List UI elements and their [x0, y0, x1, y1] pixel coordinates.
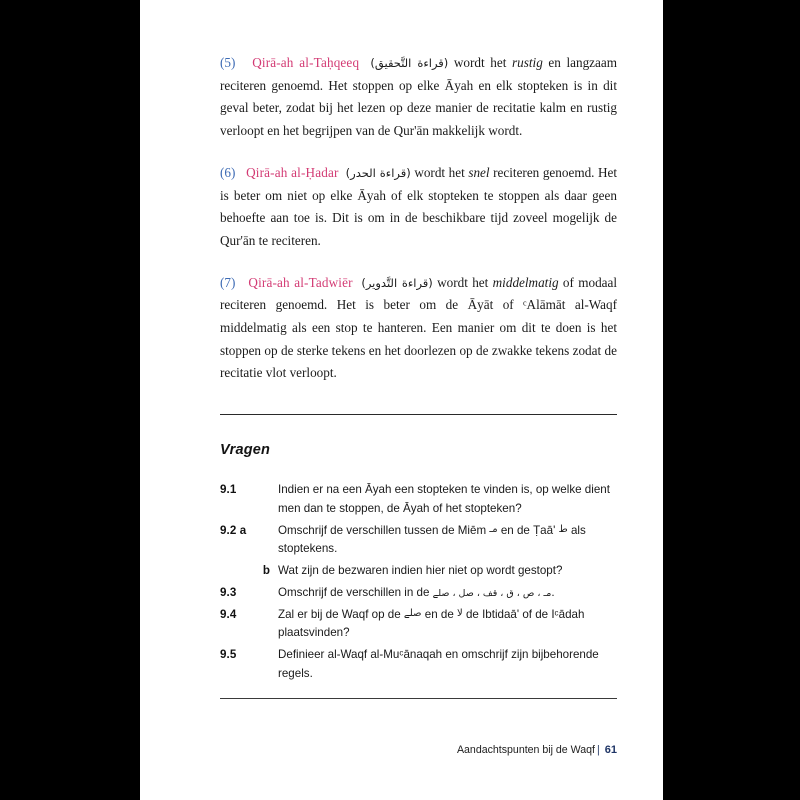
question-row	[220, 522, 617, 560]
footer-page-number: 61	[604, 744, 617, 756]
question-text-segment: Zal er bij de Waqf op de	[278, 607, 404, 621]
question-list	[220, 481, 617, 684]
question-text-segment: als stoptekens.	[278, 523, 586, 556]
paragraph-lead-in: wordt het	[432, 274, 493, 290]
question-label: 9.3	[220, 585, 237, 599]
paragraph-body: of modaal reciteren genoemd. Het is beter om de Āyāt of ᶜAlāmāt al-Waqf middelmatig als een stop te hanteren. Een manier om dit te doen is het stoppen op de sterke tekens en het doorlezen op de zwakke tekens zodat de recitatie vlot verloopt.	[220, 274, 618, 381]
question-label: 9.2 a	[220, 523, 247, 537]
question-text-segment: en de Ṭaā'	[497, 523, 559, 537]
waqf-mark-glyph: ط	[558, 523, 568, 535]
paragraph-body: en langzaam reciteren genoemd. Het stoppen op elke Āyah en elk stopteken is in dit geval beter, zodat bij het lezen op deze manier de recitatie kalm en rustig verloopt en het begrijpen van de Qur'ān makkelijk wordt.	[220, 55, 617, 139]
footer-chapter-title: Aandachtspunten bij de Waqf	[456, 744, 595, 756]
waqf-mark-list-glyphs: مـ ، ص ، ق ، قف ، صل ، صلے	[432, 587, 552, 599]
question-text-segment: Indien er na een Āyah een stopteken te vinden is, op welke dient men dan te stoppen, de Āyah of het stopteken?	[278, 483, 610, 515]
waqf-mark-glyph: لا	[457, 607, 463, 619]
paragraph-emphasis: snel	[468, 164, 490, 180]
paragraph-emphasis: rustig	[512, 55, 543, 70]
question-label: 9.4	[220, 607, 237, 621]
question-text	[278, 606, 617, 644]
paragraph-lead-in: wordt het	[410, 164, 469, 180]
paragraph-body: reciteren genoemd. Het is beter om niet op elke Āyah of elk stopteken te stoppen als daar geen behoefte aan toe is. Dit is om in de beschikbare tijd zoveel mogelijk de Qur'ān te reciteren.	[220, 164, 618, 248]
paragraph-number: (7)	[220, 274, 236, 290]
section-title: Vragen	[220, 442, 271, 458]
paragraph-term: Qirā-ah al-Ḥadar	[246, 164, 339, 180]
questions-block	[220, 481, 617, 687]
body-paragraphs	[220, 52, 617, 404]
section-divider-bottom	[220, 698, 617, 699]
question-text	[278, 584, 617, 603]
paragraph-7	[220, 272, 617, 386]
paragraph-arabic-term: (قراءة التَّحقيق)	[370, 56, 449, 70]
section-divider-top	[220, 414, 617, 415]
footer-separator: |	[596, 744, 600, 756]
paragraph-arabic-term: (قراءة الحدر)	[345, 165, 411, 180]
page-content-area	[220, 0, 617, 800]
question-row	[220, 606, 617, 644]
paragraph-number: (5)	[220, 55, 236, 70]
horizontal-rule	[220, 414, 617, 415]
paragraph-lead-in: wordt het	[448, 55, 513, 70]
question-row	[220, 584, 617, 603]
question-row	[220, 481, 617, 519]
question-text-segment: Omschrijf de verschillen in de	[278, 585, 433, 599]
question-row	[220, 562, 617, 581]
question-text-segment: Definieer al-Waqf al-Muᶜānaqah en omschrijf zijn bijbehorende regels.	[278, 648, 599, 681]
question-text-segment: de Ibtidaā' of de Iᶜādah plaatsvinden?	[278, 607, 585, 640]
question-text-segment: Omschrijf de verschillen tussen de Miēm	[278, 523, 490, 537]
paragraph-arabic-term: (قراءة التَّدوير)	[361, 275, 433, 290]
question-text	[278, 522, 617, 560]
question-row	[220, 646, 617, 684]
paragraph-number: (6)	[220, 164, 236, 180]
horizontal-rule	[220, 698, 617, 699]
waqf-mark-glyph: مـ	[489, 523, 498, 535]
question-text	[278, 562, 617, 581]
paragraph-term: Qirā-ah al-Taḥqeeq	[252, 55, 360, 70]
vragen-heading-block	[220, 442, 617, 458]
question-label: b	[262, 564, 270, 578]
document-page	[140, 0, 663, 800]
question-text-segment: .	[551, 585, 555, 599]
paragraph-6	[220, 162, 617, 253]
question-text-segment: en de	[421, 607, 458, 621]
question-text	[278, 481, 617, 519]
question-label: 9.1	[220, 483, 237, 496]
waqf-mark-glyph: صلے	[403, 607, 422, 619]
paragraph-term: Qirā-ah al-Tadwiēr	[248, 274, 353, 290]
paragraph-emphasis: middelmatig	[492, 274, 559, 290]
question-label: 9.5	[220, 648, 237, 662]
question-text	[278, 646, 617, 684]
page-footer	[220, 744, 617, 756]
paragraph-5	[220, 52, 617, 143]
question-text-segment: Wat zijn de bezwaren indien hier niet op wordt gestopt?	[278, 564, 563, 578]
